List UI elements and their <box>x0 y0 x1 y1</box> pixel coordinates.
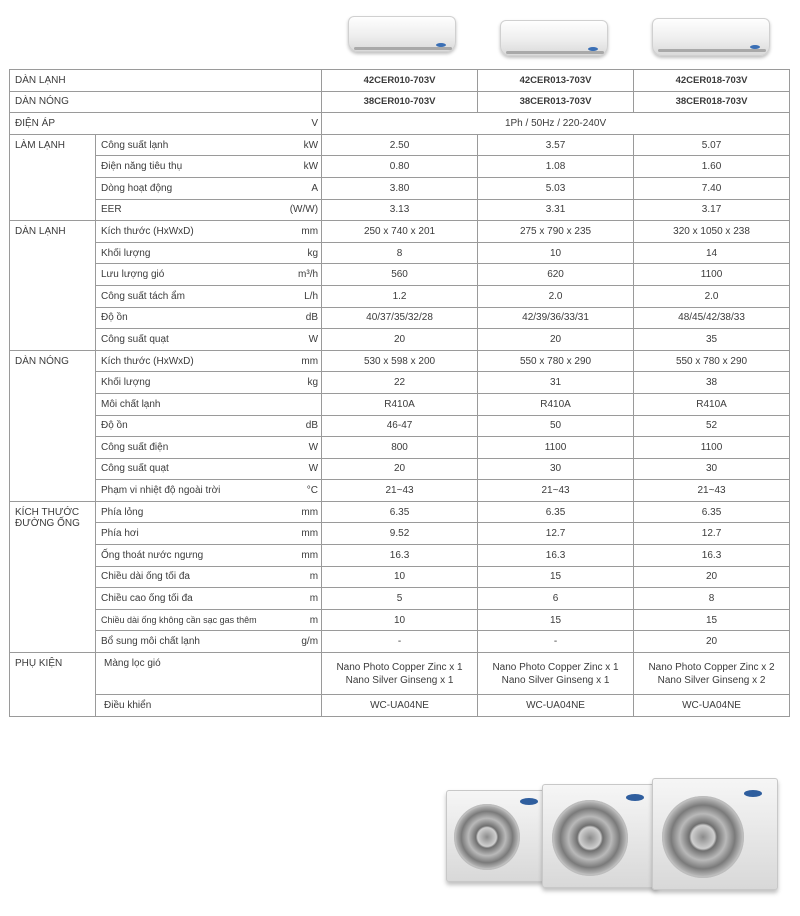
cell-value: 1100 <box>634 437 790 459</box>
table-row <box>10 329 790 351</box>
table-row <box>10 566 790 588</box>
cell-value: 3.31 <box>478 199 634 221</box>
indoor-unit-image-2 <box>500 20 610 60</box>
cell-value: 22 <box>322 372 478 394</box>
table-row <box>10 458 790 480</box>
cell-value: 3.80 <box>322 177 478 199</box>
filter-line: Nano Silver Ginseng x 1 <box>501 674 610 686</box>
row-label: Phía hơi <box>96 523 274 545</box>
cell-value: WC-UA04NE <box>322 695 478 717</box>
cell-value: 6 <box>478 588 634 610</box>
row-unit: kW <box>274 134 322 156</box>
table-row <box>10 285 790 307</box>
row-unit: m <box>274 609 322 631</box>
cell-value: 12.7 <box>634 523 790 545</box>
row-label: Chiều cao ống tối đa <box>96 588 274 610</box>
table-row <box>10 653 790 695</box>
piping-group-label <box>10 501 96 652</box>
voltage-label: ĐIỆN ÁP <box>10 113 274 135</box>
table-row <box>10 631 790 653</box>
cell-value: 21~43 <box>634 480 790 502</box>
cell-value: 15 <box>478 609 634 631</box>
cell-value: 20 <box>478 329 634 351</box>
table-row <box>10 199 790 221</box>
cell-value: R410A <box>322 393 478 415</box>
cell-value: R410A <box>478 393 634 415</box>
row-label: Phạm vi nhiệt độ ngoài trời <box>96 480 274 502</box>
cell-value: 46-47 <box>322 415 478 437</box>
cell-value: 20 <box>634 631 790 653</box>
row-unit: m³/h <box>274 264 322 286</box>
table-row <box>10 242 790 264</box>
filter-line: Nano Photo Copper Zinc x 1 <box>336 661 463 673</box>
cell-value: 48/45/42/38/33 <box>634 307 790 329</box>
row-label: Chiều dài ống không cần sạc gas thêm <box>96 609 274 631</box>
cell-value: 16.3 <box>322 545 478 567</box>
brand-logo-icon <box>436 43 446 47</box>
cell-value: 550 x 780 x 290 <box>634 350 790 372</box>
cell-value: 2.0 <box>634 285 790 307</box>
row-label: Phía lỏng <box>96 501 274 523</box>
cell-value: 30 <box>478 458 634 480</box>
table-row <box>10 501 790 523</box>
filter-line: Nano Silver Ginseng x 1 <box>345 674 454 686</box>
row-unit: mm <box>274 221 322 243</box>
table-row <box>10 177 790 199</box>
brand-logo-icon <box>588 47 598 51</box>
cell-value: 6.35 <box>478 501 634 523</box>
row-label: Ống thoát nước ngưng <box>96 545 274 567</box>
table-row <box>10 350 790 372</box>
cell-value: 30 <box>634 458 790 480</box>
table-row <box>10 545 790 567</box>
filter-line: Nano Silver Ginseng x 2 <box>657 674 766 686</box>
cell-value: 21~43 <box>478 480 634 502</box>
cell-value: 35 <box>634 329 790 351</box>
row-label: Môi chất lạnh <box>96 393 274 415</box>
voltage-row <box>10 113 790 135</box>
cell-value: 14 <box>634 242 790 264</box>
cell-value: 3.57 <box>478 134 634 156</box>
row-unit: mm <box>274 350 322 372</box>
cell-value: 10 <box>322 566 478 588</box>
cell-value: 3.13 <box>322 199 478 221</box>
cell-value: 5.03 <box>478 177 634 199</box>
table-row <box>10 134 790 156</box>
row-unit: kW <box>274 156 322 178</box>
outdoor-model-row <box>10 91 790 113</box>
table-row <box>10 480 790 502</box>
cell-value: 1100 <box>634 264 790 286</box>
filter-label: Màng lọc gió <box>96 653 322 695</box>
outdoor-model-3: 38CER018-703V <box>634 91 790 113</box>
cell-value: 250 x 740 x 201 <box>322 221 478 243</box>
cell-value: 275 x 790 x 235 <box>478 221 634 243</box>
brand-logo-icon <box>744 790 762 797</box>
cell-value: 5.07 <box>634 134 790 156</box>
table-row <box>10 695 790 717</box>
indoor-unit-image-3 <box>652 18 772 58</box>
outdoor-model-2: 38CER013-703V <box>478 91 634 113</box>
cell-value: 530 x 598 x 200 <box>322 350 478 372</box>
cell-value: 38 <box>634 372 790 394</box>
row-unit: W <box>274 437 322 459</box>
outdoor-unit-image-3 <box>652 778 778 890</box>
cell-value: 1.60 <box>634 156 790 178</box>
cell-value: 16.3 <box>478 545 634 567</box>
table-row <box>10 307 790 329</box>
row-unit: dB <box>274 415 322 437</box>
cell-value: 550 x 780 x 290 <box>478 350 634 372</box>
row-label: Khối lượng <box>96 372 274 394</box>
cell-value: 10 <box>322 609 478 631</box>
filter-cell <box>634 653 790 695</box>
row-unit: W <box>274 329 322 351</box>
row-label: Độ ồn <box>96 307 274 329</box>
cell-value: 2.50 <box>322 134 478 156</box>
spec-table <box>9 69 790 717</box>
cell-value: 20 <box>634 566 790 588</box>
cell-value: 6.35 <box>634 501 790 523</box>
indoor-model-row <box>10 70 790 92</box>
indoor-model-label: DÀN LẠNH <box>10 70 322 92</box>
row-unit: kg <box>274 372 322 394</box>
outdoor-group-label: DÀN NÓNG <box>10 350 96 501</box>
cell-value: 320 x 1050 x 238 <box>634 221 790 243</box>
table-row <box>10 372 790 394</box>
cell-value: 2.0 <box>478 285 634 307</box>
table-row <box>10 523 790 545</box>
table-row <box>10 156 790 178</box>
row-label: Dòng hoạt động <box>96 177 274 199</box>
row-unit: m <box>274 588 322 610</box>
table-row <box>10 588 790 610</box>
outdoor-unit-image-2 <box>542 784 658 888</box>
cell-value: 10 <box>478 242 634 264</box>
filter-cell <box>322 653 478 695</box>
cell-value: 6.35 <box>322 501 478 523</box>
indoor-model-3: 42CER018-703V <box>634 70 790 92</box>
row-label: Công suất quạt <box>96 458 274 480</box>
row-unit: W <box>274 458 322 480</box>
table-row <box>10 264 790 286</box>
row-unit: (W/W) <box>274 199 322 221</box>
row-unit: mm <box>274 545 322 567</box>
cell-value: 1.08 <box>478 156 634 178</box>
piping-group-line2: ĐƯỜNG ỐNG <box>15 517 80 529</box>
row-unit: g/m <box>274 631 322 653</box>
cell-value: 21~43 <box>322 480 478 502</box>
fan-icon <box>662 796 744 878</box>
row-label: Độ ồn <box>96 415 274 437</box>
cell-value: 42/39/36/33/31 <box>478 307 634 329</box>
row-unit <box>274 393 322 415</box>
row-unit: mm <box>274 523 322 545</box>
filter-line: Nano Photo Copper Zinc x 2 <box>648 661 775 673</box>
cell-value: 620 <box>478 264 634 286</box>
outdoor-unit-image-1 <box>446 790 546 882</box>
fan-icon <box>552 800 628 876</box>
voltage-value: 1Ph / 50Hz / 220-240V <box>322 113 790 135</box>
row-label: Kích thước (HxWxD) <box>96 350 274 372</box>
cell-value: 52 <box>634 415 790 437</box>
cell-value: 8 <box>634 588 790 610</box>
brand-logo-icon <box>626 794 644 801</box>
cell-value: 40/37/35/32/28 <box>322 307 478 329</box>
table-row <box>10 221 790 243</box>
indoor-unit-image-1 <box>348 16 458 56</box>
cell-value: 3.17 <box>634 199 790 221</box>
row-label: EER <box>96 199 274 221</box>
cell-value: WC-UA04NE <box>478 695 634 717</box>
cell-value: R410A <box>634 393 790 415</box>
cell-value: 1.2 <box>322 285 478 307</box>
filter-line: Nano Photo Copper Zinc x 1 <box>492 661 619 673</box>
outdoor-model-1: 38CER010-703V <box>322 91 478 113</box>
row-label: Điện năng tiêu thụ <box>96 156 274 178</box>
outdoor-model-label: DÀN NÓNG <box>10 91 322 113</box>
cell-value: 15 <box>634 609 790 631</box>
cell-value: 20 <box>322 458 478 480</box>
row-unit: °C <box>274 480 322 502</box>
cell-value: - <box>478 631 634 653</box>
piping-group-line1: KÍCH THƯỚC <box>15 506 80 518</box>
filter-cell <box>478 653 634 695</box>
cell-value: 12.7 <box>478 523 634 545</box>
fan-icon <box>454 804 520 870</box>
brand-logo-icon <box>750 45 760 49</box>
row-label: Khối lượng <box>96 242 274 264</box>
cell-value: 8 <box>322 242 478 264</box>
table-row <box>10 437 790 459</box>
row-label: Lưu lượng gió <box>96 264 274 286</box>
cell-value: 16.3 <box>634 545 790 567</box>
cell-value: 20 <box>322 329 478 351</box>
remote-label: Điều khiển <box>96 695 322 717</box>
indoor-model-1: 42CER010-703V <box>322 70 478 92</box>
row-label: Công suất quạt <box>96 329 274 351</box>
table-row <box>10 415 790 437</box>
row-unit: m <box>274 566 322 588</box>
cell-value: 9.52 <box>322 523 478 545</box>
cell-value: 800 <box>322 437 478 459</box>
row-unit: A <box>274 177 322 199</box>
cell-value: - <box>322 631 478 653</box>
cooling-group-label: LÀM LẠNH <box>10 134 96 220</box>
cell-value: 560 <box>322 264 478 286</box>
table-row <box>10 609 790 631</box>
indoor-group-label: DÀN LẠNH <box>10 221 96 351</box>
row-label: Chiều dài ống tối đa <box>96 566 274 588</box>
voltage-unit: V <box>274 113 322 135</box>
row-label: Bổ sung môi chất lạnh <box>96 631 274 653</box>
cell-value: 1100 <box>478 437 634 459</box>
brand-logo-icon <box>520 798 538 805</box>
row-label: Kích thước (HxWxD) <box>96 221 274 243</box>
row-label: Công suất điện <box>96 437 274 459</box>
cell-value: 7.40 <box>634 177 790 199</box>
cell-value: 0.80 <box>322 156 478 178</box>
table-row <box>10 393 790 415</box>
cell-value: 50 <box>478 415 634 437</box>
row-unit: dB <box>274 307 322 329</box>
cell-value: 5 <box>322 588 478 610</box>
row-unit: kg <box>274 242 322 264</box>
row-unit: L/h <box>274 285 322 307</box>
row-label: Công suất lạnh <box>96 134 274 156</box>
cell-value: 15 <box>478 566 634 588</box>
accessories-group-label: PHỤ KIỆN <box>10 653 96 717</box>
indoor-model-2: 42CER013-703V <box>478 70 634 92</box>
row-unit: mm <box>274 501 322 523</box>
row-label: Công suất tách ẩm <box>96 285 274 307</box>
cell-value: WC-UA04NE <box>634 695 790 717</box>
cell-value: 31 <box>478 372 634 394</box>
